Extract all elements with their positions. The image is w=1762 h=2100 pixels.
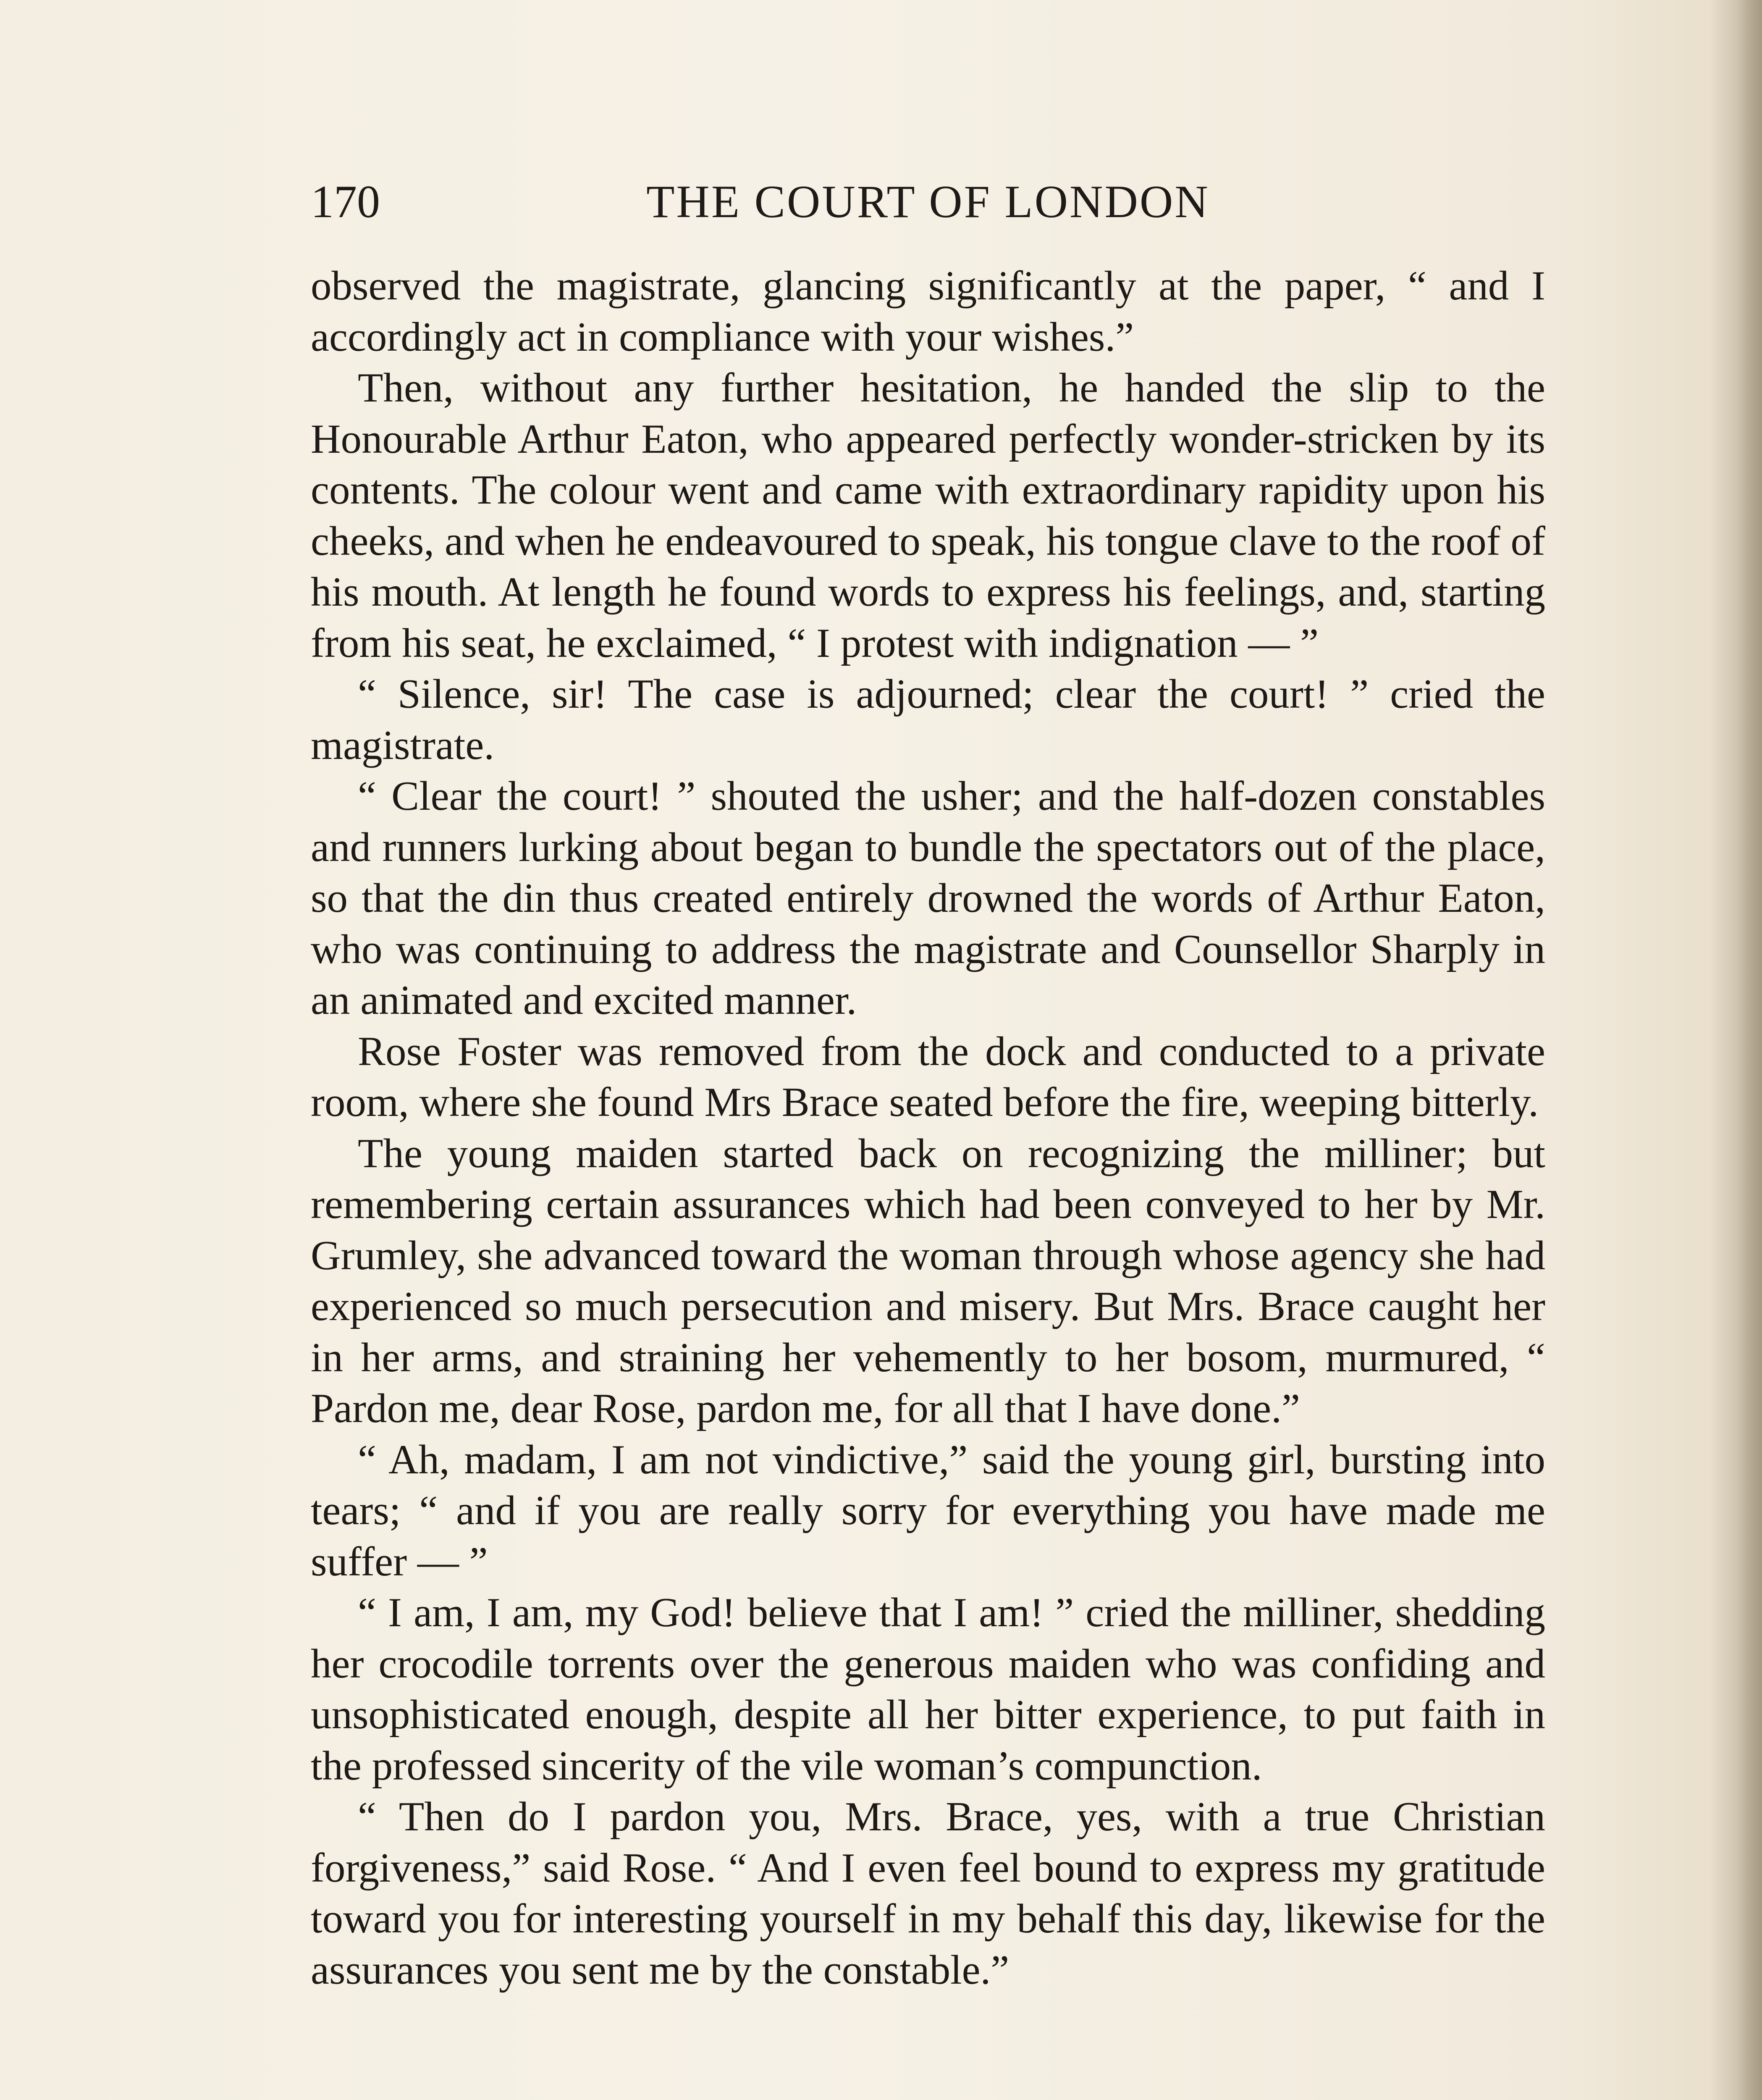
paragraph: observed the magistrate, glancing significantly at the paper, “ and I accordingly act in compliance with your wishes.” bbox=[311, 263, 1545, 360]
paragraph: “ I am, I am, my God! believe that I am! ” cried the milliner, shedding her crocodile torrents over the generous maiden who was confiding and unsophisticated enough, despite all her bitter experience, to put faith in the professed sincerity of the vile woman’s compunction. bbox=[311, 1590, 1545, 1789]
body-text bbox=[311, 260, 1545, 1995]
page-edge-shadow bbox=[1737, 0, 1762, 2100]
page-header bbox=[311, 168, 1545, 235]
paragraph: “ Ah, madam, I am not vindictive,” said the young girl, bursting into tears; “ and if you are really sorry for everything you have made me suffer — ” bbox=[311, 1436, 1545, 1585]
paragraph: “ Silence, sir! The case is adjourned; clear the court! ” cried the magistrate. bbox=[311, 671, 1545, 768]
paragraph: “ Clear the court! ” shouted the usher; and the half-dozen constables and runners lurking about began to bundle the spectators out of the place, so that the din thus created entirely drowned the words of Arthur Eaton, who was continuing to address the magistrate and Counsellor Sharply in an animated and excited manner. bbox=[311, 773, 1545, 1023]
paragraph: The young maiden started back on recognizing the milliner; but remembering certain assurances which had been conveyed to her by Mr. Grumley, she advanced toward the woman through whose agency she had experienced so much persecution and misery. But Mrs. Brace caught her in her arms, and straining her vehemently to her bosom, murmured, “ Pardon me, dear Rose, pardon me, for all that I have done.” bbox=[311, 1130, 1545, 1431]
page-number: 170 bbox=[311, 176, 380, 227]
paragraph: “ Then do I pardon you, Mrs. Brace, yes, with a true Christian forgiveness,” said Rose. “ And I even feel bound to express my gratitude toward you for interesting yourself in my behalf this day, likewise for the assurances you sent me by the constable.” bbox=[311, 1794, 1545, 1993]
paragraph: Rose Foster was removed from the dock and conducted to a private room, where she found Mrs Brace seated before the fire, weeping bitterly. bbox=[311, 1028, 1545, 1125]
running-title: THE COURT OF LONDON bbox=[646, 176, 1210, 227]
paragraph: Then, without any further hesitation, he handed the slip to the Honourable Arthur Eaton, who appeared perfectly wonder-stricken by its contents. The colour went and came with extraordinary rapidity upon his cheeks, and when he endeavoured to speak, his tongue clave to the roof of his mouth. At length he found words to express his feelings, and, starting from his seat, he exclaimed, “ I protest with indignation — ” bbox=[311, 365, 1545, 666]
